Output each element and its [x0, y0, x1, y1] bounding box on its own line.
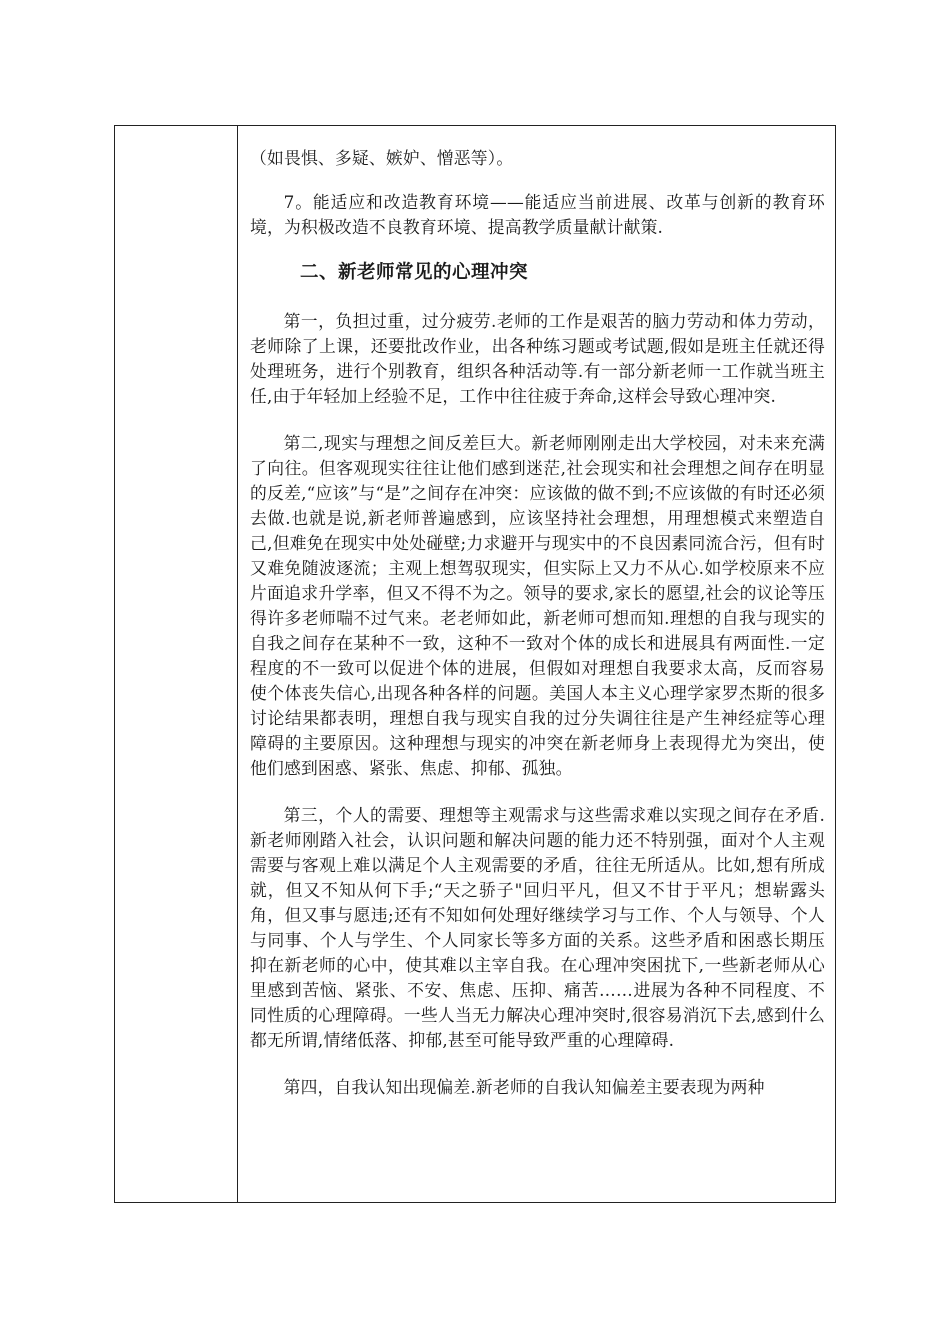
paragraph-continuation: （如畏惧、多疑、嫉妒、憎恶等）。 [250, 148, 514, 168]
paragraph-first: 第一，负担过重，过分疲劳.老师的工作是艰苦的脑力劳动和体力劳动，老师除了上课，还要批改作业，出各种练习题或考试题,假如是班主任就还得处理班务，进行个别教育，组织各种活动等.有一部分新老师一工作就当班主任,由于年轻加上经验不足，工作中往往疲于奔命,这样会导致心理冲突. [250, 311, 825, 406]
table-left-column [115, 126, 238, 1202]
paragraph-second: 第二,现实与理想之间反差巨大。新老师刚刚走出大学校园，对未来充满了向往。但客观现实往往让他们感到迷茫,社会现实和社会理想之间存在明显的反差,“应该”与“是”之间存在冲突：应该做的做不到;不应该做的有时还必须去做.也就是说,新老师普遍感到，应该坚持社会理想，用理想模式来塑造自己,但难免在现实中处处碰壁;力求避开与现实中的不良因素同流合污，但有时又难免随波逐流；主观上想驾驭现实，但实际上又力不从心.如学校原来不应片面追求升学率，但又不得不为之。领导的要求,家长的愿望,社会的议论等压得许多老师喘不过气来。老老师如此，新老师可想而知.理想的自我与现实的自我之间存在某种不一致，这种不一致对个体的成长和进展具有两面性.一定程度的不一致可以促进个体的进展，但假如对理想自我要求太高，反而容易使个体丧失信心,出现各种各样的问题。美国人本主义心理学家罗杰斯的很多讨论结果都表明，理想自我与现实自我的过分失调往往是产生神经症等心理障碍的主要原因。这种理想与现实的冲突在新老师身上表现得尤为突出，使他们感到困惑、紧张、焦虑、抑郁、孤独。 [250, 433, 825, 778]
paragraph-third: 第三，个人的需要、理想等主观需求与这些需求难以实现之间存在矛盾.新老师刚踏入社会，认识问题和解决问题的能力还不特别强，面对个人主观需要与客观上难以满足个人主观需要的矛盾，往往无所适从。比如,想有所成就，但又不知从何下手;“天之骄子"回归平凡，但又不甘于平凡；想崭露头角，但又事与愿违;还有不知如何处理好继续学习与工作、个人与领导、个人与同事、个人与学生、个人同家长等多方面的关系。这些矛盾和困惑长期压抑在新老师的心中，使其难以主宰自我。在心理冲突困扰下,一些新老师从心里感到苦恼、紧张、不安、焦虑、压抑、痛苦……进展为各种不同程度、不同性质的心理障碍。一些人当无力解决心理冲突时,很容易消沉下去,感到什么都无所谓,情绪低落、抑郁,甚至可能导致严重的心理障碍. [250, 805, 825, 1050]
section-heading: 二、新老师常见的心理冲突 [299, 262, 528, 283]
table-content-cell [238, 126, 835, 1202]
paragraph-fourth: 第四，自我认知出现偏差.新老师的自我认知偏差主要表现为两种 [283, 1077, 765, 1097]
paragraph-item-7: 7。能适应和改造教育环境——能适应当前进展、改革与创新的教育环境，为积极改造不良教育环境、提高教学质量献计献策. [250, 192, 825, 237]
document-table [114, 125, 836, 1203]
